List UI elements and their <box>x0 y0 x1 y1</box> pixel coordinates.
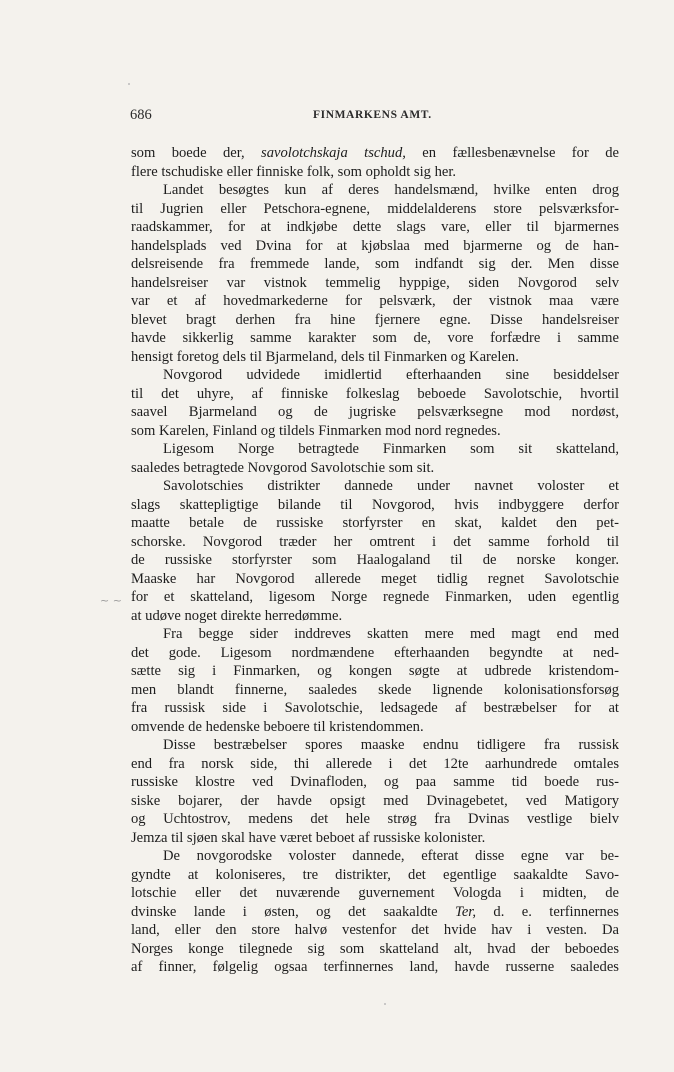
text-line <box>131 163 619 182</box>
text-segment: dvinske lande i østen, og det saakaldte <box>131 903 456 920</box>
text-segment: Fra begge sider inddreves skatten mere med magt end med <box>163 626 619 642</box>
text-segment: at udøve noget direkte herredømme. <box>131 607 343 624</box>
text-segment: for et skatteland, ligesom Norge regnede Finmarken, uden egentlig <box>131 589 619 605</box>
text-segment: en fællesbenævnelse for de <box>405 145 619 161</box>
text-line <box>131 200 619 219</box>
text-segment: Jemza til sjøen skal have været beboet af russiske kolonister. <box>131 829 486 846</box>
text-line <box>131 403 619 422</box>
text-line <box>131 792 619 811</box>
text-line <box>131 551 619 570</box>
margin-pencil-mark: ~ ~ <box>100 594 122 607</box>
text-segment: som Karelen, Finland og tildels Finmarken mod nord regnedes. <box>131 422 501 439</box>
text-segment: Ligesom Norge betragtede Finmarken som sit skatteland, <box>163 441 619 457</box>
text-line <box>131 385 619 404</box>
text-line <box>131 884 619 903</box>
paper-speck <box>128 83 130 85</box>
text-segment: land, eller den store halvø vestenfor det hvide hav i vesten. Da <box>131 922 619 938</box>
text-line <box>131 144 619 163</box>
text-segment: gyndte at koloniseres, tre distrikter, det egentlige saakaldte Savo- <box>131 866 619 883</box>
text-segment: de russiske storfyrster som Haalogaland til de norske konger. <box>131 552 619 568</box>
text-segment: til Jugrien eller Petschora-egnene, middelalderens store pelsværksfor- <box>131 200 619 217</box>
text-line <box>131 866 619 885</box>
text-segment: end fra norsk side, thi allerede i det 12te aarhundrede omtales <box>131 755 619 772</box>
text-line <box>131 644 619 663</box>
text-segment: flere tschudiske eller finniske folk, som opholdt sig her. <box>131 163 457 180</box>
text-segment: sætte sig i Finmarken, og kongen søgte at udbrede kristendom- <box>131 663 619 679</box>
text-segment: saavel Bjarmeland og de jugriske pelsværksegne mod nordøst, <box>131 404 619 420</box>
text-line <box>131 237 619 256</box>
text-segment: og Uchtostrov, medens det hele strøg fra Dvinas vestlige bielv <box>131 811 619 827</box>
text-line <box>131 829 619 848</box>
text-segment: lotschie eller det nuværende guvernement Vologda i midten, de <box>131 885 619 901</box>
text-line <box>131 255 619 274</box>
text-line <box>131 292 619 311</box>
page-number: 686 <box>130 107 152 123</box>
text-segment: schorske. Novgorod træder her omtrent i det samme forhold til <box>131 533 619 550</box>
text-line <box>131 958 619 977</box>
text-segment: delsreisende fra fremmede lande, som indfandt sig der. Men disse <box>131 256 619 272</box>
text-line <box>131 440 619 459</box>
page-header <box>130 107 620 129</box>
text-segment: hensigt foretog dels til Bjarmeland, dels til Finmarken og Karelen. <box>131 348 519 365</box>
text-segment: Landet besøgtes kun af deres handelsmænd, hvilke enten drog <box>163 182 619 198</box>
text-segment: raadskammer, for at indkjøbe dette slags vare, eller til bjarmernes <box>131 219 619 235</box>
text-segment: men blandt finnerne, saaledes skede lignende kolonisationsforsøg <box>131 681 619 698</box>
running-title: FINMARKENS AMT. <box>313 109 432 121</box>
text-line <box>131 274 619 293</box>
text-segment: d. e. terfinnernes <box>476 903 619 920</box>
text-line <box>131 570 619 589</box>
text-line <box>131 607 619 626</box>
text-segment: til det uhyre, af finniske folkeslag beboede Savolotschie, hvortil <box>131 385 619 402</box>
text-line <box>131 773 619 792</box>
text-line <box>131 681 619 700</box>
text-line <box>131 329 619 348</box>
text-segment: Novgorod udvidede imidlertid efterhaanden sine besiddelser <box>163 367 619 383</box>
text-line <box>131 755 619 774</box>
text-segment: som boede der, <box>131 145 262 161</box>
text-line <box>131 903 619 922</box>
text-line <box>131 477 619 496</box>
text-line <box>131 699 619 718</box>
text-segment: Maaske har Novgorod allerede meget tidlig regnet Savolotschie <box>131 570 619 587</box>
text-segment: var et af hovedmarkederne for pelsværk, der vistnok maa være <box>131 293 619 309</box>
text-segment: De novgorodske voloster dannede, efterat disse egne var be- <box>163 848 619 864</box>
text-line <box>131 514 619 533</box>
text-line <box>131 218 619 237</box>
text-segment: siske bojarer, der havde opsigt med Dvinagebetet, ved Matigory <box>131 792 619 809</box>
text-line <box>131 625 619 644</box>
text-line <box>131 533 619 552</box>
text-segment: det gode. Ligesom nordmændene efterhaanden begyndte at ned- <box>131 644 619 661</box>
text-line <box>131 496 619 515</box>
text-line <box>131 311 619 330</box>
text-line <box>131 422 619 441</box>
text-segment: Disse bestræbelser spores maaske endnu tidligere fra russisk <box>163 737 619 753</box>
body-text <box>131 144 619 977</box>
text-line <box>131 940 619 959</box>
text-line <box>131 736 619 755</box>
text-segment: fra russisk side i Savolotschie, ledsagede af bestræbelser for at <box>131 700 619 716</box>
text-line <box>131 718 619 737</box>
text-segment: af finner, følgelig ogsaa terfinnernes land, havde russerne saaledes <box>131 959 619 975</box>
text-segment: Norges konge tilegnede sig som skatteland alt, hvad der beboedes <box>131 940 619 957</box>
text-segment: Savolotschies distrikter dannede under navnet voloster et <box>163 478 619 494</box>
text-line <box>131 181 619 200</box>
text-line <box>131 921 619 940</box>
paper-speck <box>384 1003 386 1005</box>
text-line <box>131 847 619 866</box>
text-line <box>131 366 619 385</box>
text-line <box>131 588 619 607</box>
text-line <box>131 459 619 478</box>
text-segment: saaledes betragtede Novgorod Savolotschie som sit. <box>131 459 435 476</box>
text-line <box>131 810 619 829</box>
text-segment: handelsreiser var vistnok temmelig hyppige, siden Novgorod selv <box>131 274 619 291</box>
text-line <box>131 662 619 681</box>
text-line <box>131 348 619 367</box>
text-segment: omvende de hedenske beboere til kristendommen. <box>131 718 424 735</box>
text-segment: handelsplads ved Dvina for at kjøbslaa med bjarmerne og de han- <box>131 237 619 254</box>
text-segment: maatte betale de russiske storfyrster en skat, kaldet den pet- <box>131 515 619 531</box>
text-segment: slags skattepligtige bilande til Novgorod, hvis indbyggere derfor <box>131 496 619 513</box>
text-segment: havde sikkerlig samme karakter som de, vore forfædre i samme <box>131 330 619 346</box>
italic-term: savolotchskaja tschud, <box>261 145 406 161</box>
text-segment: blevet bragt derhen fra hine fjernere egne. Disse handelsreiser <box>131 311 619 328</box>
text-segment: russiske klostre ved Dvinafloden, og paa samme tid boede rus- <box>131 774 619 790</box>
italic-term: Ter, <box>455 903 477 920</box>
